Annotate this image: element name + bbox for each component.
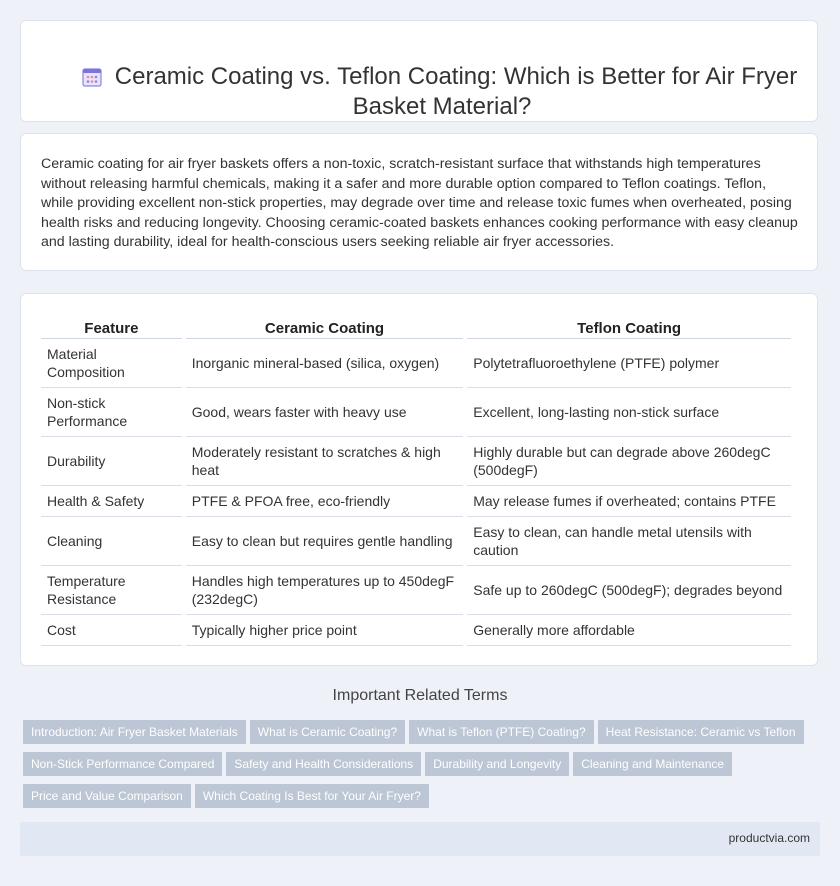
table-row	[41, 615, 791, 646]
ceramic-cell: Typically higher price point	[186, 615, 463, 646]
related-term-tag[interactable]: Durability and Longevity	[425, 752, 569, 776]
footer-site-link[interactable]: productvia.com	[728, 831, 810, 845]
ceramic-cell: PTFE & PFOA free, eco-friendly	[186, 486, 463, 517]
table-row	[41, 388, 791, 437]
header-ceramic: Ceramic Coating	[186, 314, 463, 339]
ceramic-cell: Easy to clean but requires gentle handling	[186, 517, 463, 566]
feature-cell: Non-stick Performance	[41, 388, 182, 437]
related-terms-title: Important Related Terms	[332, 687, 508, 704]
related-term-tag[interactable]: What is Teflon (PTFE) Coating?	[409, 720, 594, 744]
footer	[20, 822, 820, 856]
related-term-tag[interactable]: Safety and Health Considerations	[226, 752, 421, 776]
table-row	[41, 486, 791, 517]
summary-text: Ceramic coating for air fryer baskets offers a non-toxic, scratch-resistant surface that withstands high temperatures without releasing harmful chemicals, making it a safer and more durable option compared to Teflon coatings. Teflon, while providing excellent non-stick properties, may degrade over time and release toxic fumes when overheated, posing health risks and reducing longevity. Choosing ceramic-coated baskets enhances cooking performance with easy cleanup and lasting durability, ideal for health-conscious users seeking reliable air fryer accessories.	[41, 156, 798, 250]
title-card	[20, 20, 818, 122]
feature-cell: Temperature Resistance	[41, 566, 182, 615]
teflon-cell: Highly durable but can degrade above 260degC (500degF)	[467, 437, 791, 486]
related-term-tag[interactable]: Cleaning and Maintenance	[573, 752, 732, 776]
header-teflon: Teflon Coating	[467, 314, 791, 339]
related-terms-list	[23, 720, 813, 816]
table-row	[41, 566, 791, 615]
teflon-cell: Safe up to 260degC (500degF); degrades beyond	[467, 566, 791, 615]
teflon-cell: May release fumes if overheated; contains PTFE	[467, 486, 791, 517]
related-term-tag[interactable]: What is Ceramic Coating?	[250, 720, 405, 744]
table-header-row	[41, 314, 791, 339]
feature-cell: Durability	[41, 437, 182, 486]
header-feature: Feature	[41, 314, 182, 339]
table-row	[41, 517, 791, 566]
feature-cell: Health & Safety	[41, 486, 182, 517]
teflon-cell: Polytetrafluoroethylene (PTFE) polymer	[467, 339, 791, 388]
table-row	[41, 339, 791, 388]
teflon-cell: Excellent, long-lasting non-stick surface	[467, 388, 791, 437]
feature-cell: Cost	[41, 615, 182, 646]
ceramic-cell: Handles high temperatures up to 450degF (232degC)	[186, 566, 463, 615]
comparison-table	[37, 314, 795, 646]
related-term-tag[interactable]: Heat Resistance: Ceramic vs Teflon	[598, 720, 804, 744]
ceramic-cell: Moderately resistant to scratches & high heat	[186, 437, 463, 486]
comparison-table-card	[20, 293, 818, 666]
table-row	[41, 437, 791, 486]
ceramic-cell: Good, wears faster with heavy use	[186, 388, 463, 437]
teflon-cell: Easy to clean, can handle metal utensils with caution	[467, 517, 791, 566]
feature-cell: Material Composition	[41, 339, 182, 388]
related-term-tag[interactable]: Price and Value Comparison	[23, 784, 191, 808]
related-term-tag[interactable]: Non-Stick Performance Compared	[23, 752, 222, 776]
teflon-cell: Generally more affordable	[467, 615, 791, 646]
related-term-tag[interactable]: Introduction: Air Fryer Basket Materials	[23, 720, 246, 744]
feature-cell: Cleaning	[41, 517, 182, 566]
ceramic-cell: Inorganic mineral-based (silica, oxygen)	[186, 339, 463, 388]
related-term-tag[interactable]: Which Coating Is Best for Your Air Fryer?	[195, 784, 429, 808]
summary-card	[20, 133, 818, 271]
page-title: Ceramic Coating vs. Teflon Coating: Which is Better for Air Fryer Basket Material?	[114, 63, 798, 120]
